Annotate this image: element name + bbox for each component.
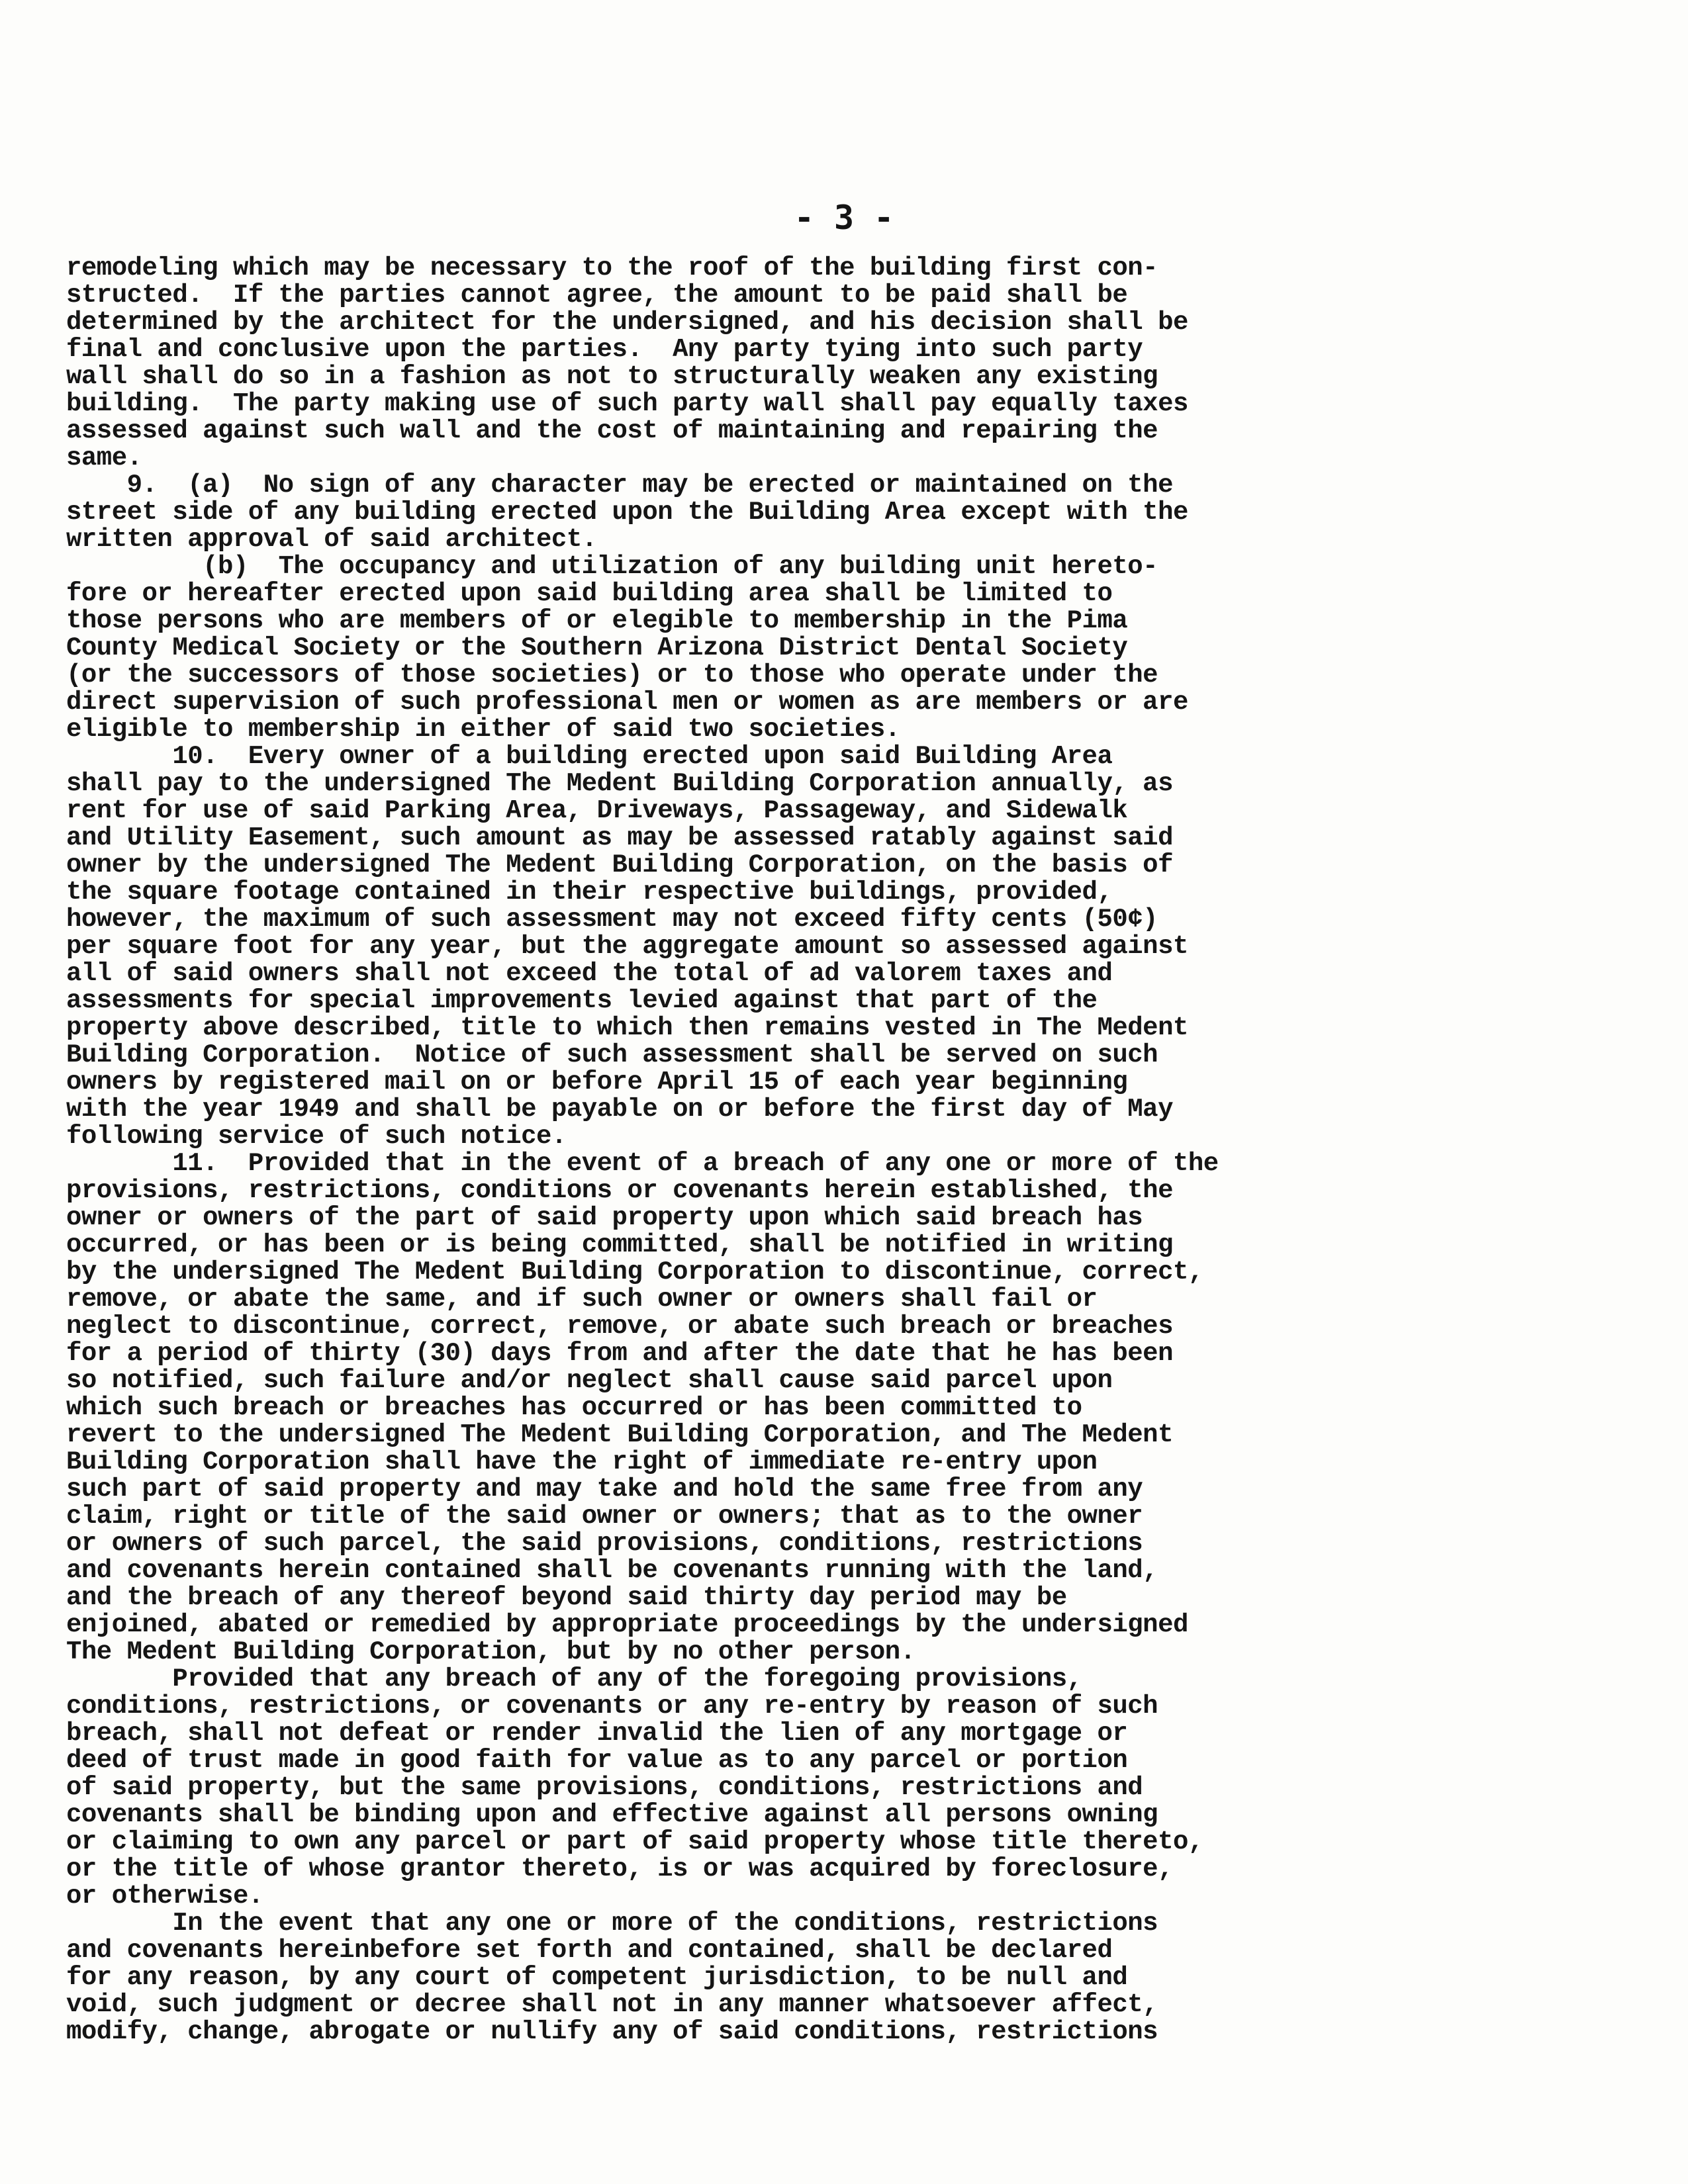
text-line: or owners of such parcel, the said provisions, conditions, restrictions	[66, 1529, 1143, 1558]
text-line: so notified, such failure and/or neglect shall cause said parcel upon	[66, 1366, 1113, 1395]
text-line: determined by the architect for the undersigned, and his decision shall be	[66, 308, 1188, 337]
text-line: neglect to discontinue, correct, remove, or abate such breach or breaches	[66, 1312, 1173, 1341]
text-line: owner or owners of the part of said property upon which said breach has	[66, 1203, 1143, 1232]
text-line: property above described, title to which then remains vested in The Medent	[66, 1013, 1188, 1042]
text-line: all of said owners shall not exceed the total of ad valorem taxes and	[66, 959, 1113, 988]
text-line: County Medical Society or the Southern Arizona District Dental Society	[66, 633, 1128, 662]
document-body	[66, 255, 1231, 2046]
text-line: and the breach of any thereof beyond said thirty day period may be	[66, 1583, 1067, 1612]
text-line: street side of any building erected upon the Building Area except with the	[66, 498, 1188, 527]
text-line: assessed against such wall and the cost of maintaining and repairing the	[66, 416, 1158, 445]
text-line: Building Corporation shall have the right of immediate re-entry upon	[66, 1447, 1098, 1477]
text-line: by the undersigned The Medent Building Corporation to discontinue, correct,	[66, 1257, 1203, 1287]
text-line: for any reason, by any court of competent jurisdiction, to be null and	[66, 1963, 1128, 1992]
text-line: enjoined, abated or remedied by appropriate proceedings by the undersigned	[66, 1610, 1188, 1639]
text-line: In the event that any one or more of the conditions, restrictions	[66, 1909, 1158, 1938]
page-number: - 3 -	[794, 199, 894, 237]
text-line: breach, shall not defeat or render invalid the lien of any mortgage or	[66, 1719, 1128, 1748]
text-line: occurred, or has been or is being committed, shall be notified in writing	[66, 1230, 1173, 1259]
text-line: revert to the undersigned The Medent Building Corporation, and The Medent	[66, 1420, 1173, 1449]
text-line: per square foot for any year, but the aggregate amount so assessed against	[66, 932, 1188, 961]
text-line: with the year 1949 and shall be payable on or before the first day of May	[66, 1095, 1173, 1124]
text-line: the square footage contained in their respective buildings, provided,	[66, 878, 1113, 907]
text-line: which such breach or breaches has occurred or has been committed to	[66, 1393, 1082, 1422]
text-line: direct supervision of such professional men or women as are members or are	[66, 688, 1188, 717]
text-line: void, such judgment or decree shall not in any manner whatsoever affect,	[66, 1990, 1158, 2019]
text-line: shall pay to the undersigned The Medent Building Corporation annually, as	[66, 769, 1173, 798]
text-line: following service of such notice.	[66, 1122, 567, 1151]
text-line: rent for use of said Parking Area, Driveways, Passageway, and Sidewalk	[66, 796, 1128, 825]
text-line: and covenants herein contained shall be covenants running with the land,	[66, 1556, 1158, 1585]
text-line: or otherwise.	[66, 1882, 263, 1911]
text-line: or the title of whose grantor thereto, is or was acquired by foreclosure,	[66, 1854, 1173, 1884]
text-line: final and conclusive upon the parties. Any party tying into such party	[66, 335, 1143, 364]
text-line: (or the successors of those societies) or to those who operate under the	[66, 660, 1158, 690]
text-line: 9. (a) No sign of any character may be erected or maintained on the	[66, 471, 1173, 500]
text-line: and covenants hereinbefore set forth and contained, shall be declared	[66, 1936, 1113, 1965]
text-line: (b) The occupancy and utilization of any building unit hereto-	[66, 552, 1158, 581]
text-line: building. The party making use of such party wall shall pay equally taxes	[66, 389, 1188, 418]
text-line: and Utility Easement, such amount as may be assessed ratably against said	[66, 823, 1173, 852]
text-line: provisions, restrictions, conditions or covenants herein established, the	[66, 1176, 1173, 1205]
text-line: remodeling which may be necessary to the roof of the building first con-	[66, 253, 1158, 283]
text-line: 10. Every owner of a building erected upon said Building Area	[66, 742, 1113, 771]
text-line: owners by registered mail on or before April 15 of each year beginning	[66, 1068, 1128, 1097]
text-line: for a period of thirty (30) days from and after the date that he has been	[66, 1339, 1173, 1368]
text-line: same.	[66, 443, 142, 473]
text-line: Provided that any breach of any of the foregoing provisions,	[66, 1664, 1082, 1694]
text-line: 11. Provided that in the event of a breach of any one or more of the	[66, 1149, 1219, 1178]
text-line: covenants shall be binding upon and effective against all persons owning	[66, 1800, 1158, 1829]
text-line: claim, right or title of the said owner or owners; that as to the owner	[66, 1502, 1143, 1531]
text-line: those persons who are members of or elegible to membership in the Pima	[66, 606, 1128, 635]
text-line: Building Corporation. Notice of such assessment shall be served on such	[66, 1040, 1158, 1069]
text-line: eligible to membership in either of said two societies.	[66, 715, 900, 744]
text-line: modify, change, abrogate or nullify any of said conditions, restrictions	[66, 2017, 1158, 2046]
text-line: written approval of said architect.	[66, 525, 597, 554]
text-line: wall shall do so in a fashion as not to structurally weaken any existing	[66, 362, 1158, 391]
text-line: of said property, but the same provisions, conditions, restrictions and	[66, 1773, 1143, 1802]
text-line: The Medent Building Corporation, but by no other person.	[66, 1637, 915, 1666]
text-line: fore or hereafter erected upon said building area shall be limited to	[66, 579, 1113, 608]
text-line: or claiming to own any parcel or part of said property whose title thereto,	[66, 1827, 1203, 1856]
text-line: owner by the undersigned The Medent Building Corporation, on the basis of	[66, 850, 1173, 880]
text-line: such part of said property and may take and hold the same free from any	[66, 1475, 1143, 1504]
text-line: remove, or abate the same, and if such owner or owners shall fail or	[66, 1285, 1098, 1314]
text-line: structed. If the parties cannot agree, the amount to be paid shall be	[66, 281, 1128, 310]
text-line: assessments for special improvements levied against that part of the	[66, 986, 1098, 1015]
text-line: however, the maximum of such assessment may not exceed fifty cents (50¢)	[66, 905, 1158, 934]
text-line: deed of trust made in good faith for value as to any parcel or portion	[66, 1746, 1128, 1775]
text-line: conditions, restrictions, or covenants or any re-entry by reason of such	[66, 1692, 1158, 1721]
